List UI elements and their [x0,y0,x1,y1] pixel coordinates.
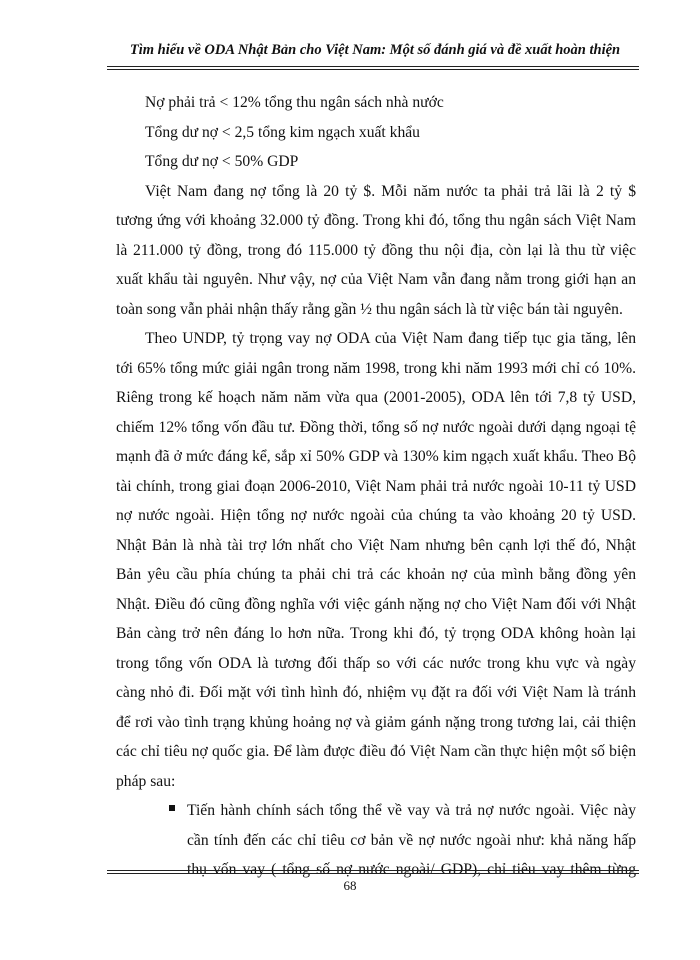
paragraph-2-line: trong tổng vốn ODA là tương đối thấp so với các nước trong khu vực và ngày [116,654,636,672]
paragraph-1-line: xuất khẩu tài nguyên. Như vậy, nợ của Việt Nam vẫn đang nằm trong giới hạn an [116,271,636,288]
paragraph-1-line: toàn song vẫn phải nhận thấy rằng gần ½ thu ngân sách là từ việc bán tài nguyên. [116,300,623,318]
paragraph-2-line: nợ nước ngoài. Hiện tổng nợ nước ngoài của chúng ta vào khoảng 20 tỷ USD. [116,507,636,524]
paragraph-2-line: Bản yêu cầu phía chúng ta phải chi trả các khoản nợ của mình bằng đồng yên [116,566,636,583]
paragraph-2-line: Riêng trong kế hoạch năm năm vừa qua (2001-2005), ODA lên tới 7,8 tỷ USD, [116,389,636,406]
bullet-item-continuation [116,826,636,856]
text-line: Nợ phải trả < 12% tổng thu ngân sách nhà nước [145,94,444,111]
running-header-title: Tìm hiểu về ODA Nhật Bản cho Việt Nam: Một số đánh giá và đề xuất hoàn thiện [129,42,621,58]
paragraph-1-line: tương ứng với khoảng 32.000 tỷ đồng. Trong khi đó, tổng thu ngân sách Việt Nam [116,212,636,229]
bullet-item-line: thụ vốn vay ( tổng số nợ nước ngoài/ GDP), chỉ tiêu vay thêm từng [187,861,636,878]
square-bullet-icon [169,805,175,811]
paragraph-2-line: Bản càng trở nên đáng lo hơn nữa. Trong khi đó, tỷ trọng ODA không hoàn lại [116,625,636,642]
paragraph-2-line: tài chính, trong giai đoạn 2006-2010, Việt Nam phải trả nước ngoài 10-11 tỷ USD [116,477,636,495]
paragraph-2-line: Nhật Bản là nhà tài trợ lớn nhất cho Việt Nam nhưng bên cạnh lợi thế đó, Nhật [116,536,636,554]
paragraph-2-line: để rơi vào tình trạng khủng hoảng nợ và giảm gánh nặng trong tương lai, cải thiện [116,713,636,731]
paragraph-2-line: Theo UNDP, tỷ trọng vay nợ ODA của Việt Nam đang tiếp tục gia tăng, lên [145,330,636,347]
paragraph-1-line: là 211.000 tỷ đồng, trong đó 115.000 tỷ đồng thu nội địa, còn lại là thu từ việc [116,241,636,259]
bullet-item [116,796,636,826]
paragraph-2-line: càng nhỏ đi. Đối mặt với tình hình đó, nhiệm vụ đặt ra đối với Việt Nam là tránh [116,684,636,701]
paragraph-2-line: các chỉ tiêu nợ quốc gia. Để làm được điều đó Việt Nam cần thực hiện một số biện [116,743,636,760]
bullet-item-line: Tiến hành chính sách tổng thể về vay và trả nợ nước ngoài. Việc này [187,802,636,819]
page-number: 68 [343,878,357,893]
header-double-rule [107,66,639,70]
paragraph-2-line: Nhật. Điều đó cũng đồng nghĩa với việc gánh nặng nợ cho Việt Nam đối với Nhật [116,595,636,613]
paragraph-1-line: Việt Nam đang nợ tổng là 20 tỷ $. Mỗi năm nước ta phải trả lãi là 2 tỷ $ [145,182,636,200]
footer-double-rule [107,870,639,874]
text-line: Tổng dư nợ < 50% GDP [145,153,299,170]
bullet-item-line: cần tính đến các chỉ tiêu cơ bản về nợ nước ngoài như: khả năng hấp [187,831,636,849]
text-line: Tổng dư nợ < 2,5 tổng kim ngạch xuất khẩu [145,123,420,141]
document-body [116,88,636,885]
paragraph-2-line: mạnh đã ở mức đáng kể, sắp xỉ 50% GDP và 130% kim ngạch xuất khẩu. Theo Bộ [116,448,636,465]
paragraph-2-line: pháp sau: [116,772,176,790]
paragraph-2-line: chiếm 12% tổng vốn đầu tư. Đồng thời, tổng số nợ nước ngoài dưới dạng ngoại tệ [116,418,636,436]
paragraph-2-line: tới 65% tổng mức giải ngân trong năm 1998, trong khi năm 1993 mới chỉ có 10%. [116,359,636,377]
